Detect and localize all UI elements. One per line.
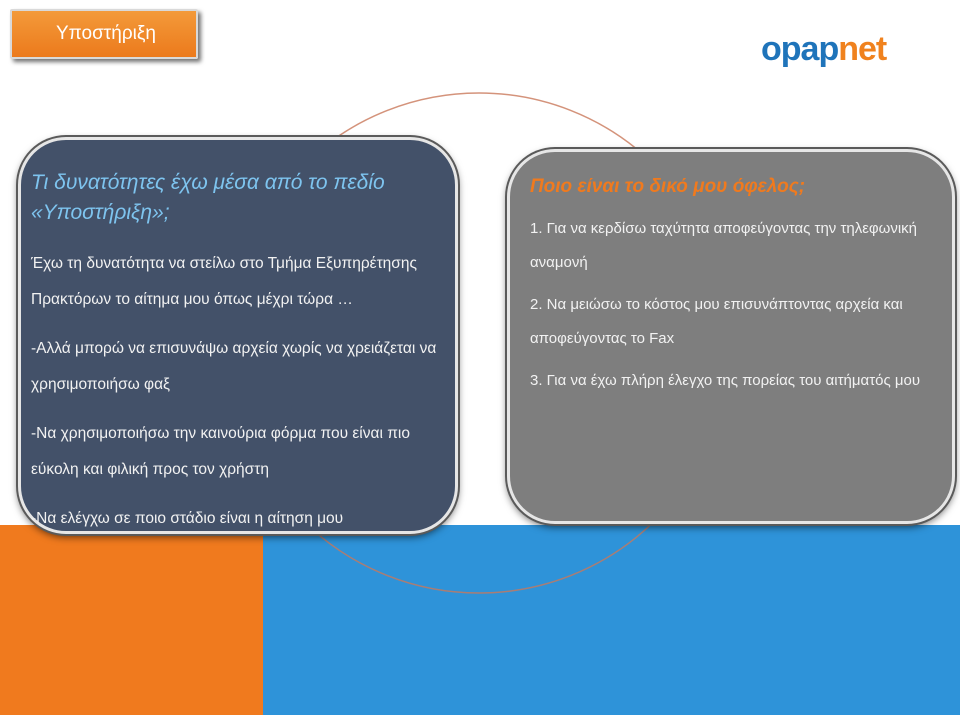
support-title-label: Υποστήριξη bbox=[56, 23, 156, 44]
capabilities-heading: Τι δυνατότητες έχω μέσα από το πεδίο «Υποστήριξη»; bbox=[31, 171, 385, 224]
logo-part-opap: opap bbox=[761, 30, 839, 68]
benefits-box bbox=[507, 149, 955, 524]
benefit-item: 3. Για να έχω πλήρη έλεγχο της πορείας του αιτήματός μου bbox=[530, 372, 921, 389]
benefit-item: 1. Για να κερδίσω ταχύτητα αποφεύγοντας την τηλεφωνική αναμονή bbox=[530, 220, 918, 271]
capability-paragraph: -Να ελέγχω σε ποιο στάδιο είναι η αίτηση μου bbox=[31, 510, 344, 527]
capability-paragraph: -Να χρησιμοποιήσω την καινούρια φόρμα που είναι πιο εύκολη και φιλική προς τον χρήστη bbox=[31, 425, 410, 478]
capability-paragraph: Έχω τη δυνατότητα να στείλω στο Τμήμα Εξυπηρέτησης Πρακτόρων το αίτημα μου όπως μέχρι τώρα … bbox=[31, 255, 417, 308]
benefits-heading: Ποιο είναι το δικό μου όφελος; bbox=[530, 176, 806, 197]
capabilities-box bbox=[18, 137, 458, 534]
opapnet-logo bbox=[761, 30, 886, 69]
capability-paragraph: -Αλλά μπορώ να επισυνάψω αρχεία χωρίς να χρειάζεται να χρησιμοποιήσω φαξ bbox=[31, 340, 437, 393]
support-title-button[interactable] bbox=[10, 9, 198, 59]
logo-part-net: net bbox=[838, 30, 887, 68]
benefit-item: 2. Να μειώσω το κόστος μου επισυνάπτοντας αρχεία και αποφεύγοντας το Fax bbox=[530, 296, 903, 347]
